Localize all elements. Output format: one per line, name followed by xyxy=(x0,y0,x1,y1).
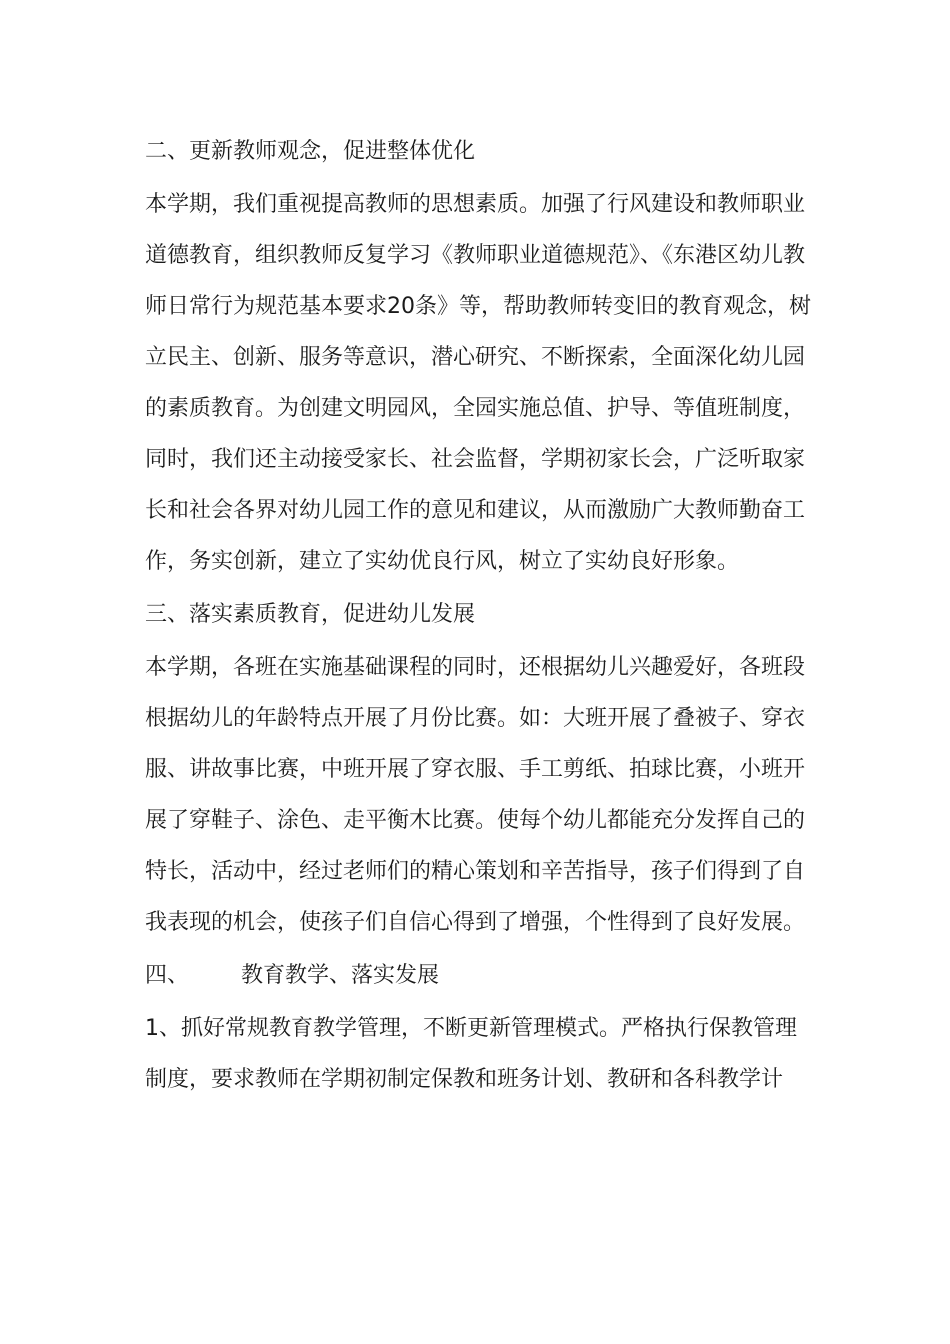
section-2-paragraph: 本学期，我们重视提高教师的思想素质。加强了行风建设和教师职业道德教育，组织教师反复学习《教师职业道德规范》、《东港区幼儿教师日常行为规范基本要求20条》等，帮助教师转变旧的教育观念，树立民主、创新、服务等意识，潜心研究、不断探索，全面深化幼儿园的素质教育。为创建文明园风，全园实施总值、护导、等值班制度，同时，我们还主动接受家长、社会监督，学期初家长会，广泛听取家长和社会各界对幼儿园工作的意见和建议，从而激励广大教师勤奋工作，务实创新，建立了实幼优良行风，树立了实幼良好形象。 xyxy=(145,192,811,574)
section-3-paragraph: 本学期，各班在实施基础课程的同时，还根据幼儿兴趣爱好，各班段根据幼儿的年龄特点开展了月份比赛。如：大班开展了叠被子、穿衣服、讲故事比赛，中班开展了穿衣服、手工剪纸、拍球比赛，小班开展了穿鞋子、涂色、走平衡木比赛。使每个幼儿都能充分发挥自己的特长，活动中，经过老师们的精心策划和辛苦指导，孩子们得到了自我表现的机会，使孩子们自信心得到了增强，个性得到了良好发展。 xyxy=(145,655,806,935)
section-4-heading-text: 教育教学、落实发展 xyxy=(241,963,440,988)
section-4-heading-number: 四、 xyxy=(145,963,190,988)
document-body xyxy=(145,126,815,1107)
section-4-heading xyxy=(145,950,815,1001)
section-3-heading: 三、落实素质教育，促进幼儿发展 xyxy=(145,602,476,627)
section-2-heading: 二、更新教师观念，促进整体优化 xyxy=(145,139,476,164)
section-4-paragraph: 1、抓好常规教育教学管理，不断更新管理模式。严格执行保教管理制度，要求教师在学期初制定保教和班务计划、教研和各科教学计 xyxy=(145,1016,797,1092)
